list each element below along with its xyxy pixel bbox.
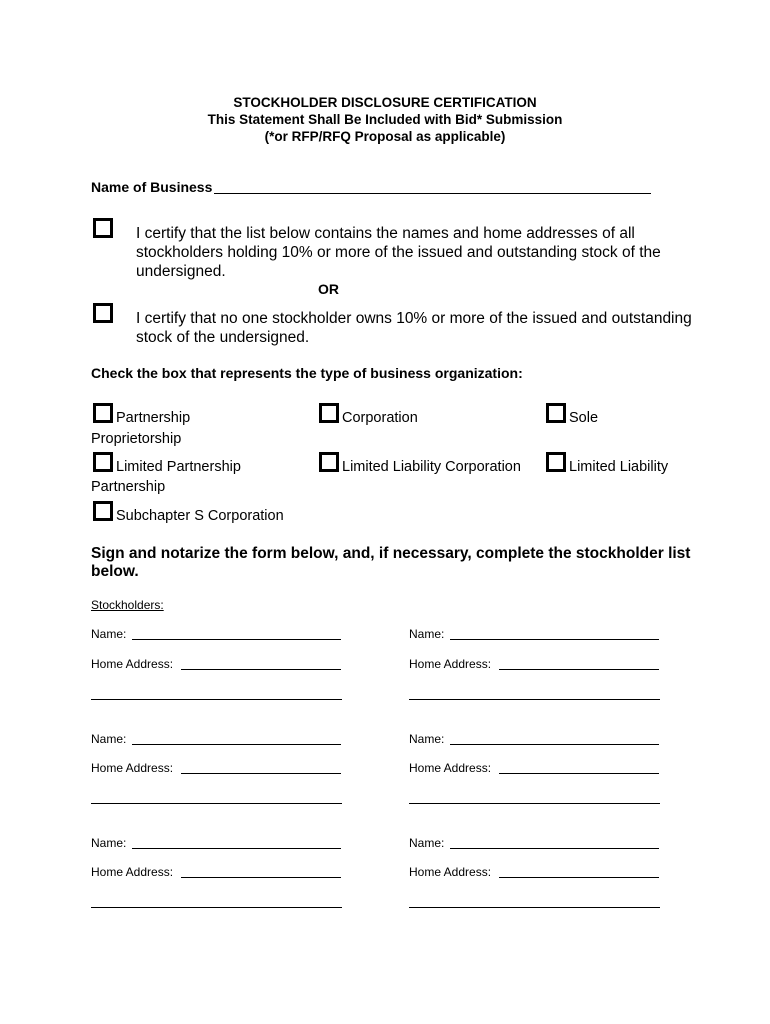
stockholder-3-name-field[interactable]	[132, 744, 341, 745]
partnership-checkbox[interactable]	[93, 403, 113, 423]
stockholder-6-name-field[interactable]	[450, 848, 659, 849]
stockholder-3-name-label: Name:	[91, 732, 127, 746]
business-name-field[interactable]	[214, 193, 651, 194]
stockholder-4-name-field[interactable]	[450, 744, 659, 745]
stockholder-2-address-label: Home Address:	[409, 657, 492, 671]
stockholder-5-address-label: Home Address:	[91, 865, 174, 879]
stockholder-2-address-field[interactable]	[499, 669, 659, 670]
form-title: STOCKHOLDER DISCLOSURE CERTIFICATION	[233, 95, 537, 110]
stockholder-1-address-field-2[interactable]	[91, 699, 342, 700]
stockholder-6-address-label: Home Address:	[409, 865, 492, 879]
limited-partnership-checkbox[interactable]	[93, 452, 113, 472]
stockholder-4-name-label: Name:	[409, 732, 445, 746]
stockholder-5-address-field-2[interactable]	[91, 907, 342, 908]
limited-liability-label: Limited Liability	[569, 459, 669, 475]
subchapter-s-checkbox[interactable]	[93, 501, 113, 521]
stockholder-4-address-field[interactable]	[499, 773, 659, 774]
stockholder-5-name-label: Name:	[91, 836, 127, 850]
stockholder-4-address-field-2[interactable]	[409, 803, 660, 804]
stockholder-3-address-field[interactable]	[181, 773, 341, 774]
llc-checkbox[interactable]	[319, 452, 339, 472]
business-name-label: Name of Business	[91, 179, 213, 195]
cert-list-line3: undersigned.	[136, 263, 226, 280]
form-subtitle-note: (*or RFP/RFQ Proposal as applicable)	[264, 129, 506, 144]
limited-liability-checkbox[interactable]	[546, 452, 566, 472]
stockholder-1-name-label: Name:	[91, 627, 127, 641]
stockholder-1-address-label: Home Address:	[91, 657, 174, 671]
sign-instructions-line2: below.	[91, 563, 139, 580]
stockholder-1-name-field[interactable]	[132, 639, 341, 640]
stockholder-2-name-label: Name:	[409, 627, 445, 641]
stockholder-4-address-label: Home Address:	[409, 761, 492, 775]
cert-list-line1: I certify that the list below contains the names and home addresses of all	[136, 225, 635, 242]
sole-checkbox[interactable]	[546, 403, 566, 423]
limited-liability-label-cont: Partnership	[91, 479, 166, 495]
sign-instructions-line1: Sign and notarize the form below, and, if necessary, complete the stockholder list	[91, 545, 691, 562]
stockholder-1-address-field[interactable]	[181, 669, 341, 670]
stockholder-2-name-field[interactable]	[450, 639, 659, 640]
corporation-checkbox[interactable]	[319, 403, 339, 423]
limited-partnership-label: Limited Partnership	[116, 459, 241, 475]
stockholder-6-address-field[interactable]	[499, 877, 659, 878]
sole-label-cont: Proprietorship	[91, 431, 182, 447]
cert-list-line2: stockholders holding 10% or more of the issued and outstanding stock of the	[136, 244, 661, 261]
cert-none-line2: stock of the undersigned.	[136, 329, 310, 346]
org-type-heading: Check the box that represents the type of business organization:	[91, 365, 523, 381]
cert-list-text	[136, 224, 661, 281]
sign-instructions	[91, 545, 690, 581]
stockholder-5-address-field[interactable]	[181, 877, 341, 878]
stockholder-6-address-field-2[interactable]	[409, 907, 660, 908]
cert-none-text	[136, 309, 692, 347]
form-subtitle: This Statement Shall Be Included with Bid* Submission	[207, 112, 563, 127]
partnership-label: Partnership	[116, 410, 191, 426]
llc-label: Limited Liability Corporation	[342, 459, 521, 475]
or-label: OR	[318, 281, 339, 297]
cert-none-line1: I certify that no one stockholder owns 10% or more of the issued and outstanding	[136, 310, 692, 327]
stockholder-2-address-field-2[interactable]	[409, 699, 660, 700]
subchapter-s-label: Subchapter S Corporation	[116, 508, 284, 524]
stockholder-3-address-label: Home Address:	[91, 761, 174, 775]
corporation-label: Corporation	[342, 410, 418, 426]
cert-list-checkbox[interactable]	[93, 218, 113, 238]
cert-none-checkbox[interactable]	[93, 303, 113, 323]
sole-label: Sole	[569, 410, 599, 426]
stockholders-label: Stockholders:	[91, 598, 164, 612]
stockholder-5-name-field[interactable]	[132, 848, 341, 849]
stockholder-3-address-field-2[interactable]	[91, 803, 342, 804]
stockholder-6-name-label: Name:	[409, 836, 445, 850]
